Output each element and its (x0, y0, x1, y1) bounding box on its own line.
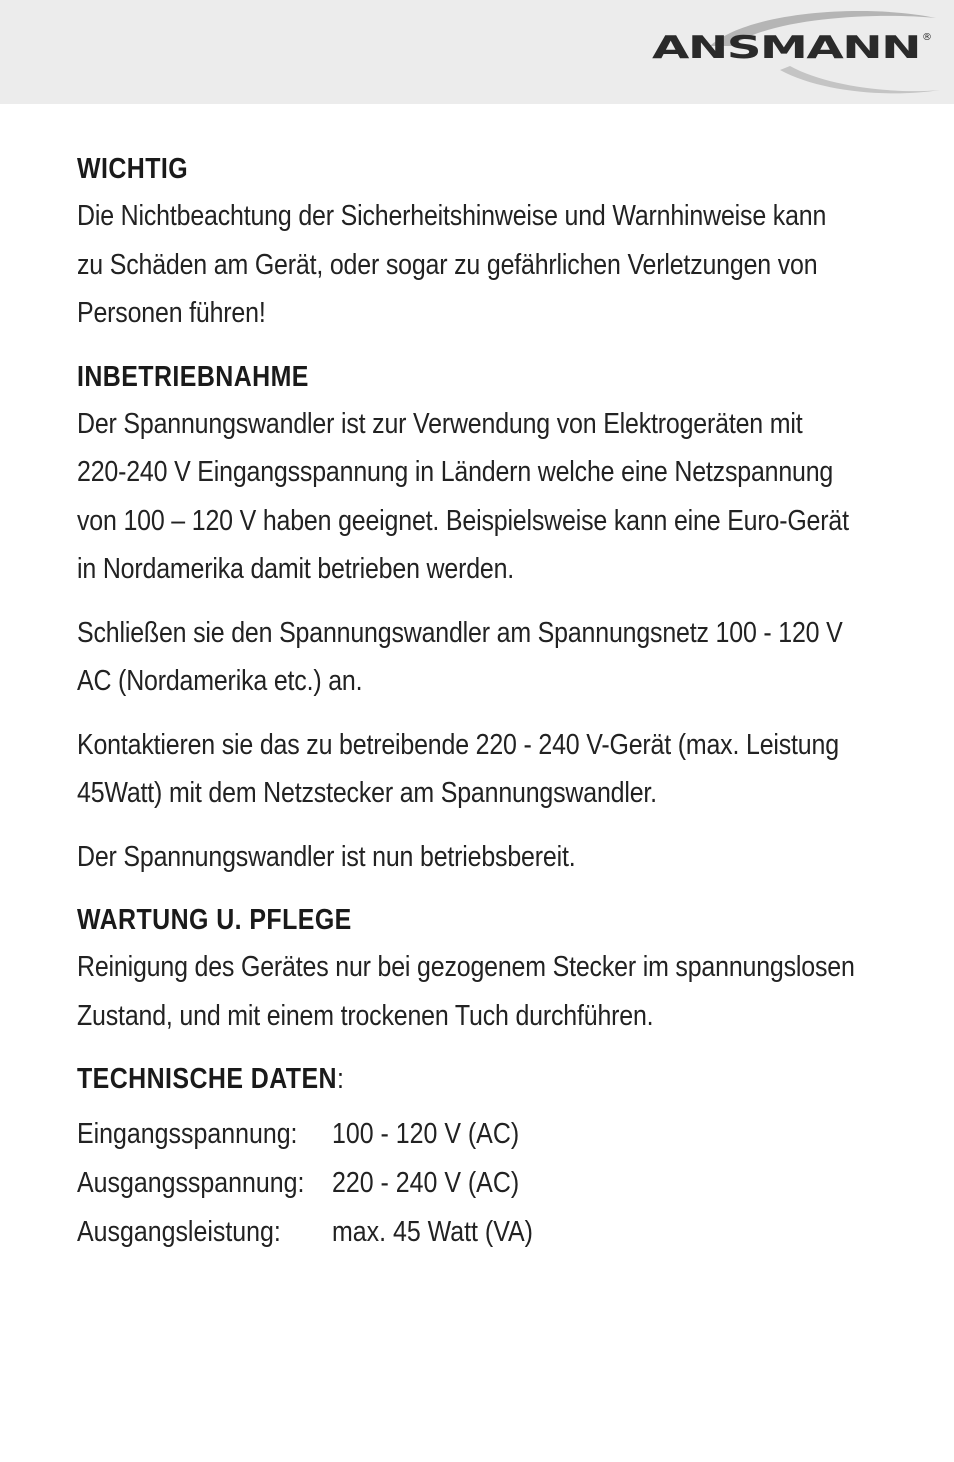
logo-swoosh-lower (780, 66, 940, 93)
inbetriebnahme-paragraph-2 (77, 609, 877, 706)
spec-value: max. 45 Watt (VA) (332, 1216, 533, 1248)
wartung-paragraph (77, 943, 877, 1040)
logo-registered-mark: ® (922, 32, 932, 43)
text-line: von 100 – 120 V haben geeignet. Beispielsweise kann eine Euro-Gerät (77, 504, 849, 537)
text-line: 220-240 V Eingangsspannung in Ländern welche eine Netzspannung (77, 456, 834, 488)
ansmann-logo (640, 6, 940, 96)
spec-row-input-voltage (77, 1110, 877, 1159)
spec-label: Eingangsspannung: (77, 1118, 298, 1150)
text-line: Die Nichtbeachtung der Sicherheitshinweise und Warnhinweise kann (77, 200, 827, 232)
text-line: AC (Nordamerika etc.) an. (77, 665, 363, 697)
text-line: Der Spannungswandler ist nun betriebsbereit. (77, 840, 576, 873)
spec-label: Ausgangsspannung: (77, 1167, 305, 1199)
spec-label: Ausgangsleistung: (77, 1216, 281, 1248)
text-line: Personen führen! (77, 297, 266, 329)
document-body (77, 146, 877, 1257)
heading-technische-daten (77, 1056, 765, 1102)
inbetriebnahme-paragraph-1 (77, 400, 877, 594)
heading-technische-daten-text: TECHNISCHE DATEN (77, 1063, 337, 1095)
heading-inbetriebnahme: INBETRIEBNAHME (77, 360, 309, 393)
text-line: in Nordamerika damit betrieben werden. (77, 553, 515, 585)
spec-row-output-voltage (77, 1159, 877, 1208)
inbetriebnahme-paragraph-3 (77, 721, 877, 818)
text-line: Reinigung des Gerätes nur bei gezogenem Stecker im spannungslosen (77, 951, 855, 983)
inbetriebnahme-paragraph-4 (77, 833, 877, 882)
wichtig-paragraph (77, 192, 877, 338)
text-line: Kontaktieren sie das zu betreibende 220 - 240 V-Gerät (max. Leistung (77, 728, 839, 761)
text-line: Der Spannungswandler ist zur Verwendung von Elektrogeräten mit (77, 407, 803, 440)
logo-wordmark: ANSMANN (652, 30, 920, 66)
heading-wartung-pflege: WARTUNG U. PFLEGE (77, 904, 352, 936)
text-line: Schließen sie den Spannungswandler am Spannungsnetz 100 - 120 V (77, 616, 843, 649)
text-line: 45Watt) mit dem Netzstecker am Spannungswandler. (77, 777, 657, 809)
text-line: zu Schäden am Gerät, oder sogar zu gefährlichen Verletzungen von (77, 248, 818, 281)
heading-wichtig: WICHTIG (77, 153, 189, 185)
spec-value: 100 - 120 V (AC) (332, 1118, 520, 1150)
heading-colon: : (336, 1063, 345, 1095)
text-line: Zustand, und mit einem trockenen Tuch durchführen. (77, 999, 654, 1032)
spec-row-output-power (77, 1208, 877, 1257)
spec-value: 220 - 240 V (AC) (332, 1167, 520, 1199)
